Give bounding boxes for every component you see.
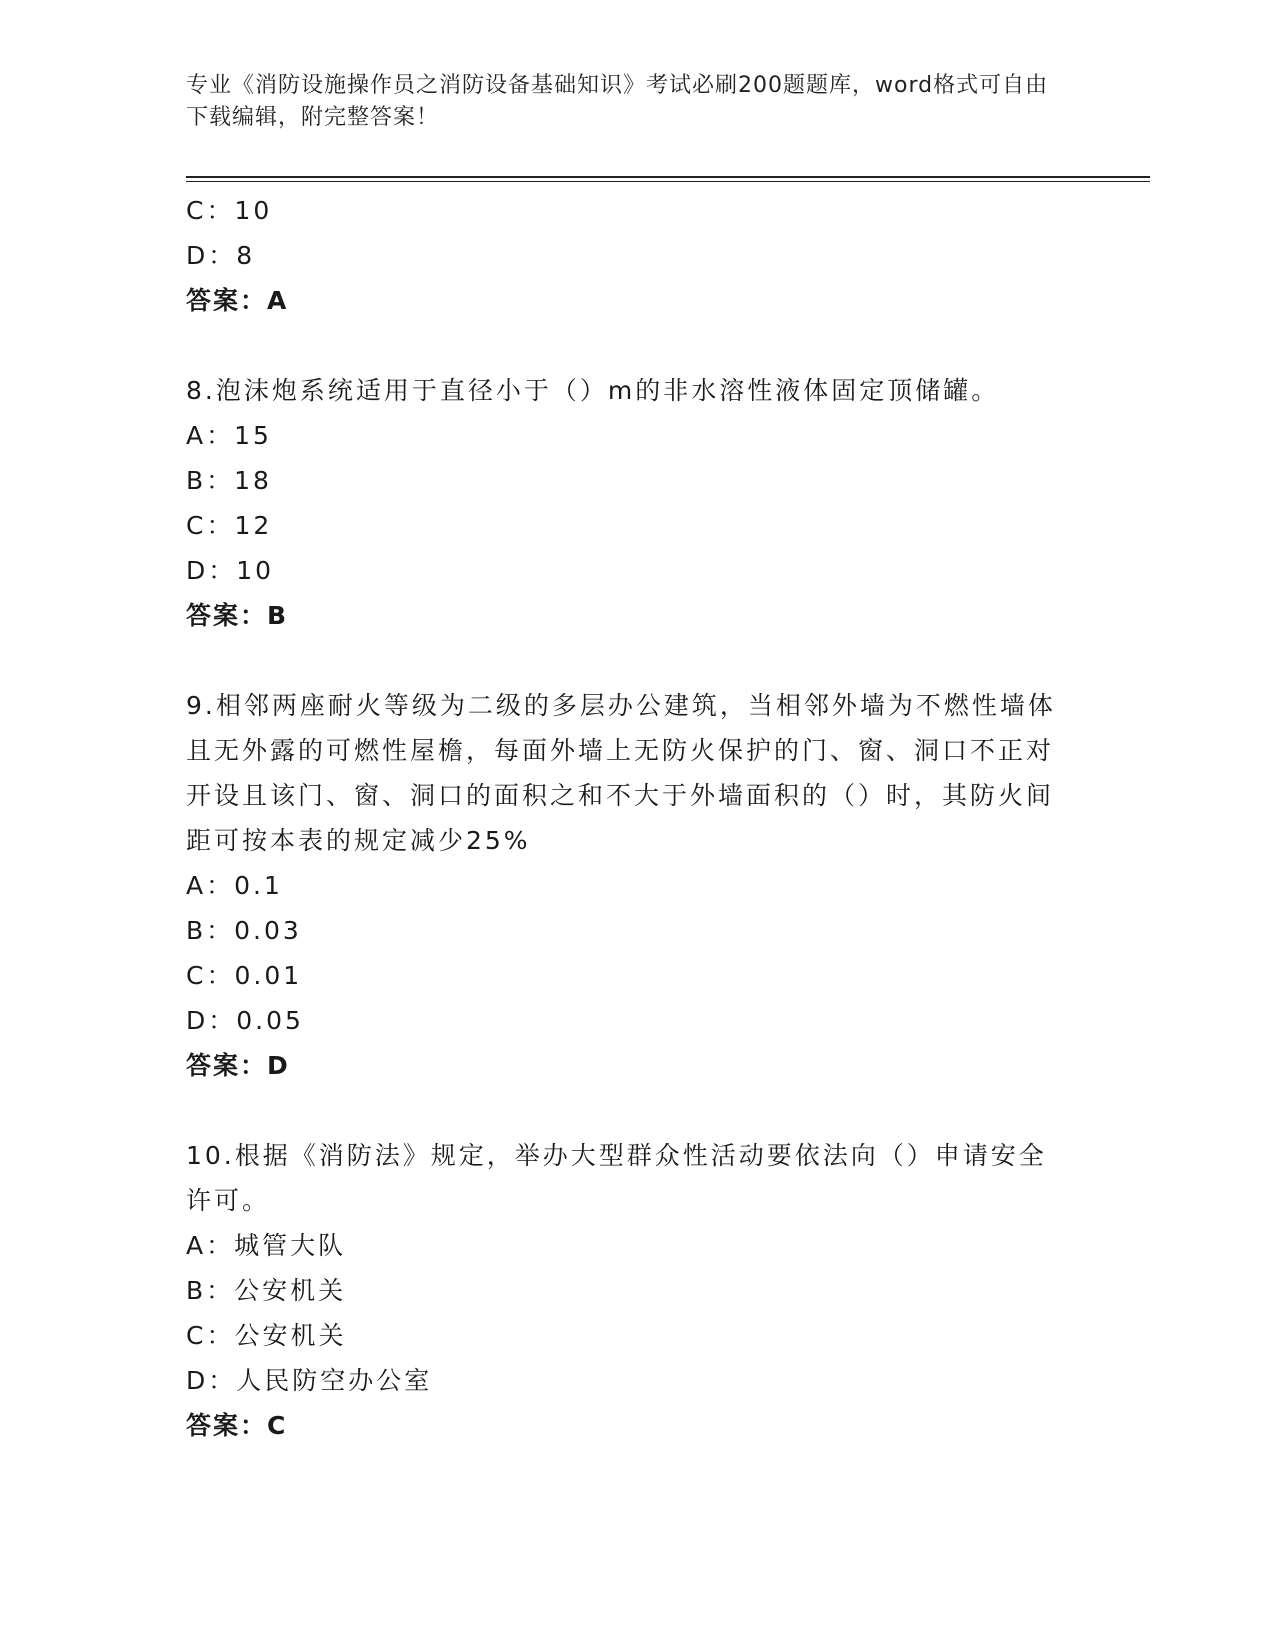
option-d: D：8 xyxy=(186,241,256,270)
question-8 xyxy=(186,368,1086,638)
question-stem: 9.相邻两座耐火等级为二级的多层办公建筑，当相邻外墙为不燃性墙体且无外露的可燃性屋檐，每面外墙上无防火保护的门、窗、洞口不正对开设且该门、窗、洞口的面积之和不大于外墙面积的（）时，其防火间距可按本表的规定减少25% xyxy=(186,691,1056,855)
option-a: A：0.1 xyxy=(186,871,283,900)
page-header: 专业《消防设施操作员之消防设备基础知识》考试必刷200题题库，word格式可自由下载编辑，附完整答案！ xyxy=(186,73,1049,130)
answer-line: 答案：B xyxy=(186,601,289,630)
option-c: C：10 xyxy=(186,196,273,225)
option-d: D：人民防空办公室 xyxy=(186,1366,433,1395)
question-stem: 8.泡沫炮系统适用于直径小于（）m的非水溶性液体固定顶储罐。 xyxy=(186,376,1000,405)
header-divider xyxy=(186,176,1150,178)
question-10 xyxy=(186,1133,1086,1448)
option-c: C：0.01 xyxy=(186,961,303,990)
header-divider-thin xyxy=(186,181,1150,182)
answer-line: 答案：C xyxy=(186,1411,288,1440)
question-9 xyxy=(186,683,1086,1088)
option-b: B：公安机关 xyxy=(186,1276,347,1305)
answer-line: 答案：D xyxy=(186,1051,290,1080)
question-stem: 10.根据《消防法》规定，举办大型群众性活动要依法向（）申请安全许可。 xyxy=(186,1141,1047,1215)
option-a: A：15 xyxy=(186,421,272,450)
document-body xyxy=(186,188,1086,1448)
option-c: C：12 xyxy=(186,511,273,540)
answer-line: 答案：A xyxy=(186,286,289,315)
option-a: A：城管大队 xyxy=(186,1231,347,1260)
option-d: D：10 xyxy=(186,556,275,585)
option-c: C：公安机关 xyxy=(186,1321,347,1350)
question-7-tail xyxy=(186,188,1086,323)
option-b: B：0.03 xyxy=(186,916,302,945)
option-b: B：18 xyxy=(186,466,272,495)
option-d: D：0.05 xyxy=(186,1006,304,1035)
